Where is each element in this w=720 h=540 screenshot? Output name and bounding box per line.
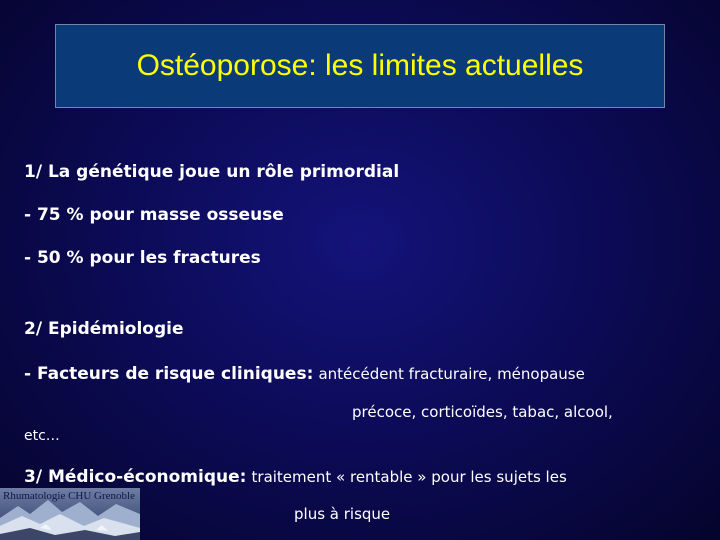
medico-economic-text: traitement « rentable » pour les sujets les xyxy=(251,468,567,486)
slide-title: Ostéoporose: les limites actuelles xyxy=(136,49,584,82)
risk-factors-etc: etc… xyxy=(24,428,60,444)
point-3-heading xyxy=(24,467,567,487)
logo-text: Rhumatologie CHU Grenoble xyxy=(3,490,135,502)
point-1-sub-fractures: - 50 % pour les fractures xyxy=(24,248,261,268)
risk-factors-label: - Facteurs de risque cliniques: xyxy=(24,364,314,384)
medico-economic-label: 3/ Médico-économique: xyxy=(24,467,247,487)
title-box xyxy=(55,24,665,108)
risk-factors-text: antécédent fracturaire, ménopause xyxy=(318,365,585,383)
logo-image xyxy=(0,488,140,540)
point-2-heading: 2/ Epidémiologie xyxy=(24,319,184,339)
medico-economic-continuation: plus à risque xyxy=(294,505,391,523)
risk-factors-continuation: précoce, corticoïdes, tabac, alcool, xyxy=(352,403,613,421)
point-1-sub-bone-mass: - 75 % pour masse osseuse xyxy=(24,205,284,225)
point-2-risk-factors xyxy=(24,364,585,384)
point-1-heading: 1/ La génétique joue un rôle primordial xyxy=(24,162,400,182)
